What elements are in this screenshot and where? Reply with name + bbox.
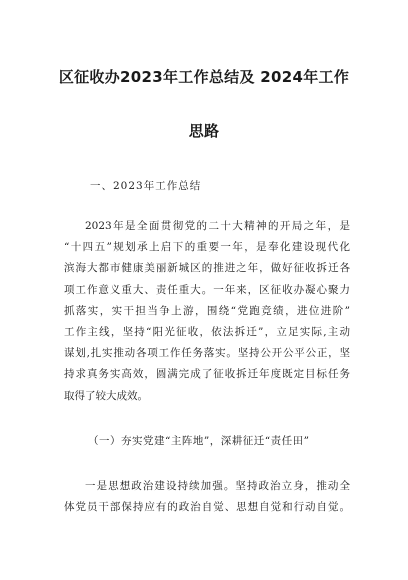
paragraph-line: 取得了较大成效。 [64, 389, 148, 402]
paragraph-line: 滨海大都市健康美丽新城区的推进之年，做好征收拆迁各 [64, 262, 350, 275]
paragraph-1 [64, 216, 350, 407]
paragraph-line: 持求真务实高效，圆满完成了征收拆迁年度既定目标任务 [64, 368, 350, 381]
paragraph-line: 工作主线，坚持“阳光征收，依法拆迁”，立足实际,主动 [64, 325, 350, 338]
paragraph-line: “十四五”规划承上启下的重要一年，是奉化建设现代化 [64, 241, 350, 254]
paragraph-line: 体党员干部保持应有的政治自觉、思想自觉和行动自觉。 [64, 501, 350, 514]
paragraph-line: 项工作意义重大、责任重大。一年来，区征收办凝心聚力 [64, 283, 350, 296]
paragraph-line: 抓落实，实干担当争上游，围绕“党跑竞绩，进位进阶” [64, 304, 350, 317]
paragraph-line: 谋划,扎实推动各项工作任务落实。坚持公开公平公正，坚 [64, 347, 350, 360]
document-title-line-1: 区征收办2023年工作总结及 2024年工作 [58, 68, 350, 86]
section-heading: 一、2023年工作总结 [90, 180, 202, 192]
document-title-line-2: 思路 [188, 122, 220, 140]
subheading: （一）夯实党建“主阵地”，深耕征迁“责任田” [88, 435, 310, 447]
paragraph-line: 一是思想政治建设持续加强。坚持政治立身，推动全 [85, 480, 350, 492]
paragraph-line: 2023年是全面贯彻党的二十大精神的开局之年，是 [85, 220, 350, 232]
paragraph-2 [64, 476, 350, 518]
